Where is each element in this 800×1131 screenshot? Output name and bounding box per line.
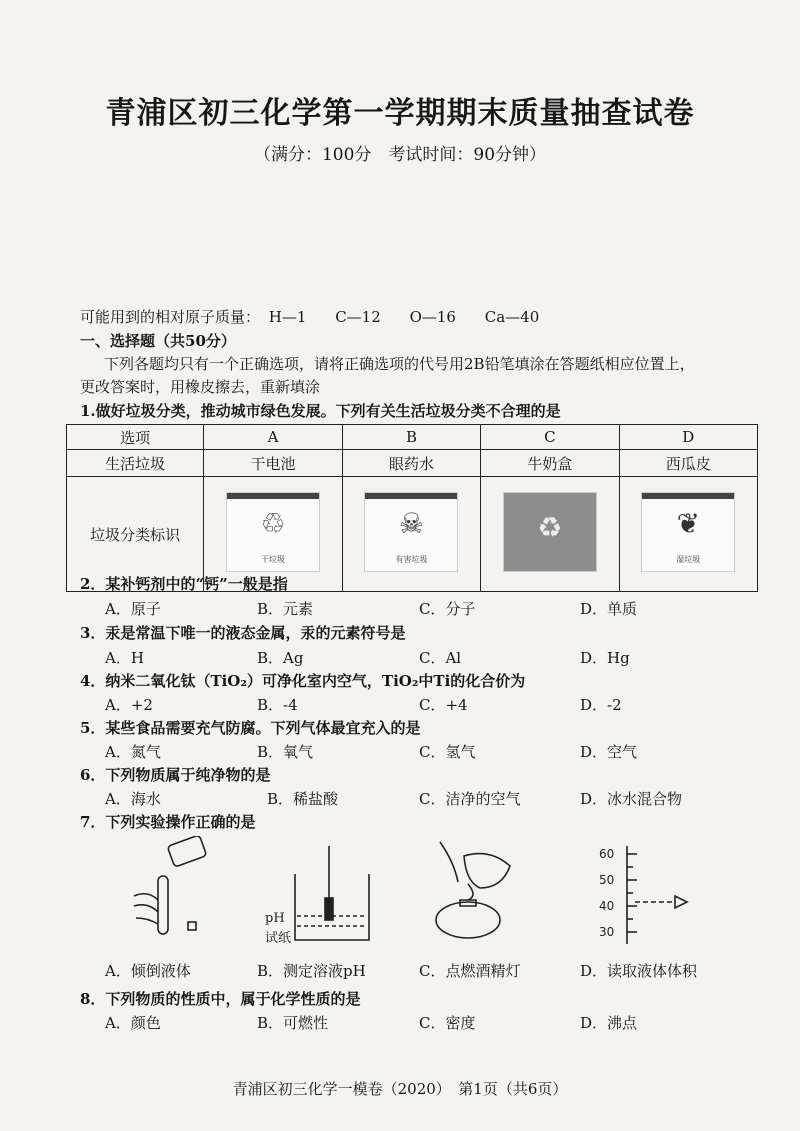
- q6-option-c: C．洁净的空气: [419, 790, 521, 808]
- q8-option-c: C．密度: [419, 1014, 476, 1032]
- q8-stem: 8．下列物质的性质中，属于化学性质的是: [80, 990, 361, 1008]
- q3-option-d: D．Hg: [580, 649, 630, 667]
- q1-garbage-c: 牛奶盒: [481, 450, 619, 477]
- section-heading: 一、选择题（共50分）: [80, 332, 236, 350]
- q5-option-d: D．空气: [580, 743, 638, 761]
- q1-garbage-d: 西瓜皮: [619, 450, 757, 477]
- q7-option-d: D．读取液体体积: [580, 962, 698, 980]
- q2-option-c: C．分子: [419, 600, 476, 618]
- q7-option-c: C．点燃酒精灯: [419, 962, 521, 980]
- dry-waste-bin-icon: ♲ 干垃圾: [226, 492, 320, 572]
- q6-option-b: B．稀盐酸: [267, 790, 339, 808]
- q6-stem: 6．下列物质属于纯净物的是: [80, 766, 271, 784]
- cyl-60: 60: [599, 847, 615, 861]
- atomic-masses-label: 可能用到的相对原子质量：: [80, 308, 261, 326]
- ph-label: pH: [265, 911, 285, 926]
- hazardous-waste-bin-icon: ☠ 有害垃圾: [364, 492, 458, 572]
- q3-option-c: C．Al: [419, 649, 462, 667]
- q2-option-b: B．元素: [257, 600, 314, 618]
- q8-option-b: B．可燃性: [257, 1014, 329, 1032]
- q1-row-label-sign: 垃圾分类标识: [67, 477, 204, 592]
- q1-header-option: 选项: [67, 425, 204, 450]
- cyl-50: 50: [599, 873, 615, 887]
- atomic-mass-o: O—16: [409, 308, 456, 326]
- q2-option-d: D．单质: [580, 600, 638, 618]
- read-volume-figure: [575, 836, 705, 956]
- atomic-mass-ca: Ca—40: [484, 308, 540, 326]
- cyl-30: 30: [599, 925, 615, 939]
- q1-header-a: A: [204, 425, 342, 450]
- q4-option-b: B．-4: [257, 696, 298, 714]
- q2-stem: 2．某补钙剂中的“钙”一般是指: [80, 575, 288, 593]
- q4-option-c: C．+4: [419, 696, 468, 714]
- ph-test-figure: [265, 836, 375, 946]
- atomic-mass-h: H—1: [268, 308, 307, 326]
- page-footer: 青浦区初三化学一模卷（2020） 第1页（共6页）: [232, 1080, 568, 1098]
- q7-stem: 7．下列实验操作正确的是: [80, 813, 256, 831]
- q5-option-a: A．氮气: [105, 743, 161, 761]
- q8-option-d: D．沸点: [580, 1014, 638, 1032]
- ph-paper-label: 试纸: [265, 931, 292, 946]
- q7-figures: [120, 836, 720, 956]
- recyclable-bin-icon: ♻: [503, 492, 597, 572]
- q1-table: [66, 424, 758, 592]
- exam-subtitle: （满分：100分 考试时间：90分钟）: [253, 145, 547, 165]
- q6-option-d: D．冰水混合物: [580, 790, 683, 808]
- q1-header-b: B: [342, 425, 480, 450]
- q3-stem: 3．汞是常温下唯一的液态金属，汞的元素符号是: [80, 624, 406, 642]
- q7-option-a: A．倾倒液体: [105, 962, 191, 980]
- q4-option-a: A．+2: [105, 696, 153, 714]
- q6-option-a: A．海水: [105, 790, 161, 808]
- q5-option-c: C．氢气: [419, 743, 476, 761]
- q4-option-d: D．-2: [580, 696, 622, 714]
- pour-liquid-figure: [130, 836, 220, 946]
- q3-option-a: A．H: [105, 649, 144, 667]
- atomic-masses-line: [80, 306, 563, 327]
- q5-stem: 5．某些食品需要充气防腐。下列气体最宜充入的是: [80, 719, 421, 737]
- q2-option-a: A．原子: [105, 600, 161, 618]
- q5-option-b: B．氧气: [257, 743, 314, 761]
- alcohol-lamp-figure: [420, 836, 530, 946]
- instruction-line-1: 下列各题均只有一个正确选项，请将正确选项的代号用2B铅笔填涂在答题纸相应位置上，: [104, 355, 695, 373]
- q1-header-d: D: [619, 425, 757, 450]
- q1-stem: 1.做好垃圾分类，推动城市绿色发展。下列有关生活垃圾分类不合理的是: [80, 402, 561, 420]
- exam-title: 青浦区初三化学第一学期期末质量抽查试卷: [105, 96, 695, 131]
- q1-garbage-a: 干电池: [204, 450, 342, 477]
- q1-garbage-b: 眼药水: [342, 450, 480, 477]
- atomic-mass-c: C—12: [335, 308, 381, 326]
- q8-option-a: A．颜色: [105, 1014, 161, 1032]
- cyl-40: 40: [599, 899, 615, 913]
- q1-row-label-garbage: 生活垃圾: [67, 450, 204, 477]
- q3-option-b: B．Ag: [257, 649, 304, 667]
- instruction-line-2: 更改答案时，用橡皮擦去，重新填涂: [80, 378, 321, 396]
- wet-waste-bin-icon: ❦ 湿垃圾: [641, 492, 735, 572]
- q7-option-b: B．测定溶液pH: [257, 962, 366, 980]
- q4-stem: 4．纳米二氧化钛（TiO₂）可净化室内空气，TiO₂中Ti的化合价为: [80, 672, 526, 690]
- q1-header-c: C: [481, 425, 619, 450]
